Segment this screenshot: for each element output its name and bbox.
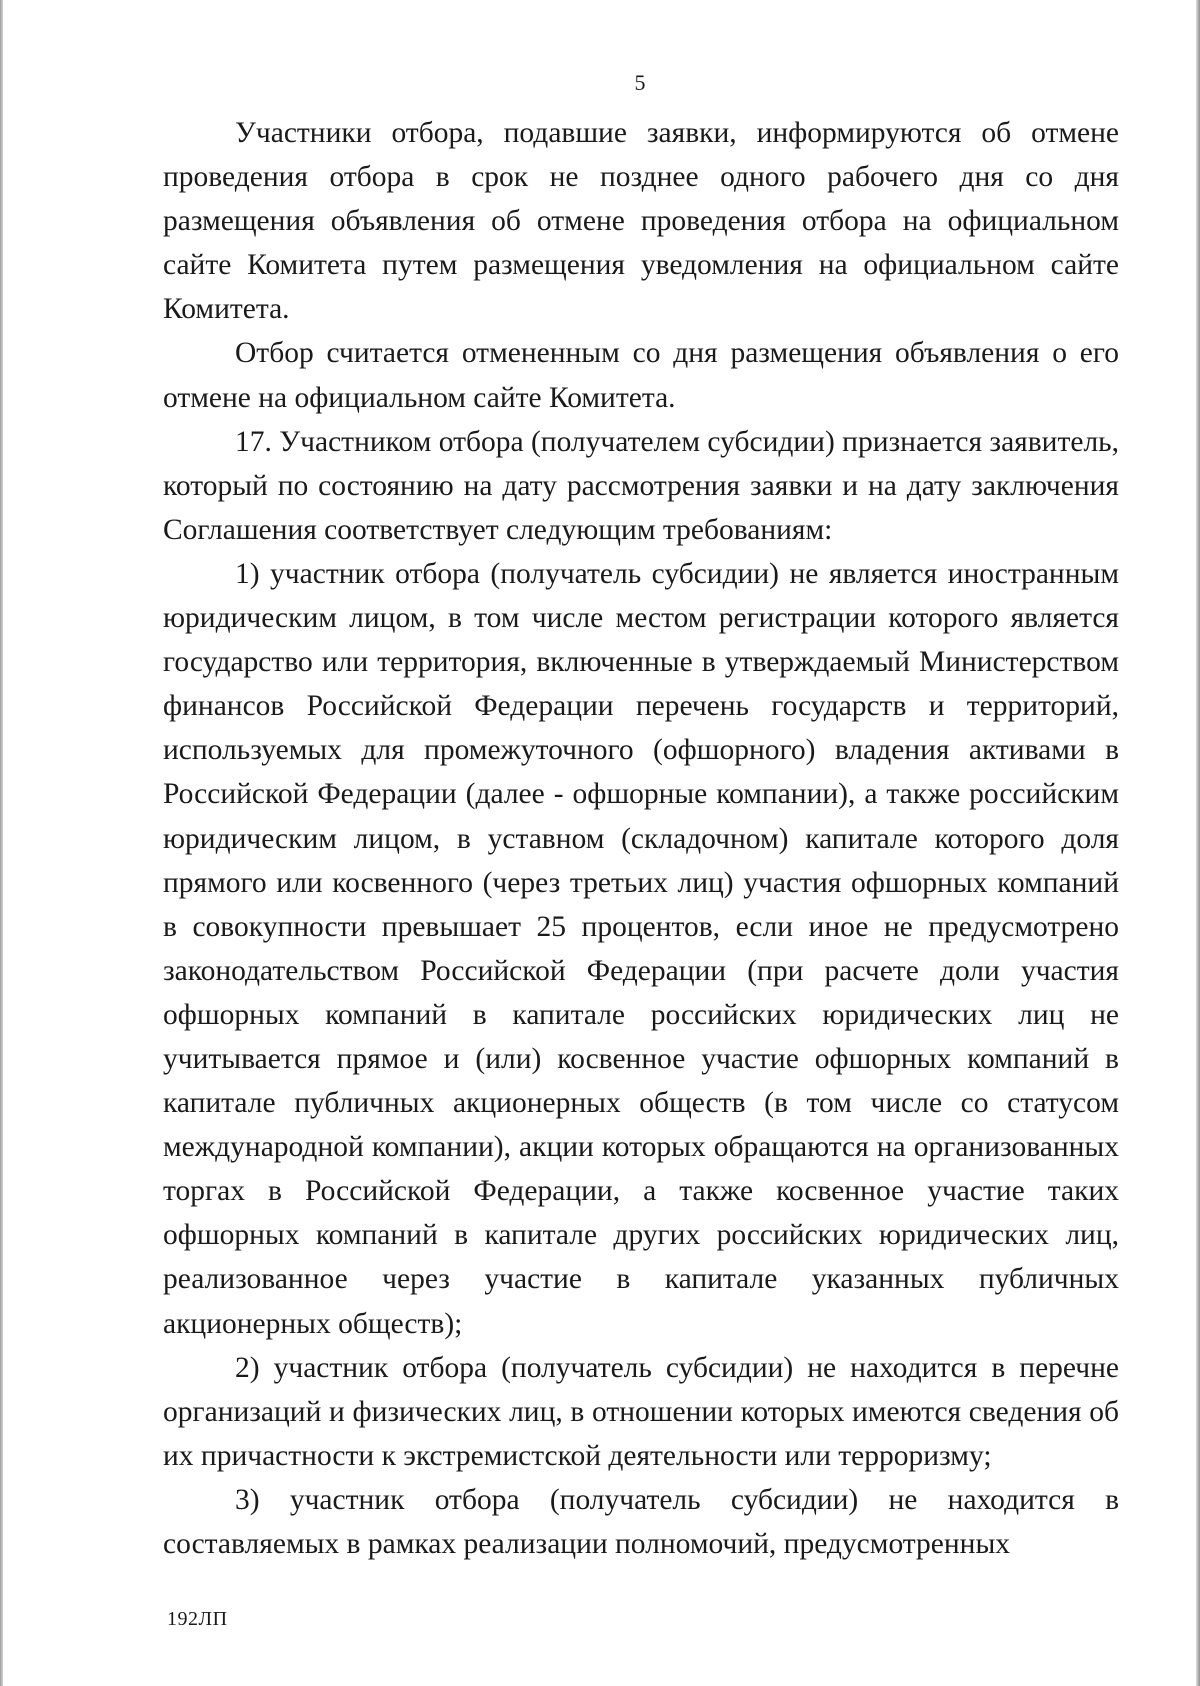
paragraph-requirement-3: 3) участник отбора (получатель субсидии) не находится в составляемых в рамках реализации полномочий, предусмотренных [163, 1483, 1119, 1560]
scan-edge-right [1196, 0, 1200, 1686]
paragraph-cancellation-effective: Отбор считается отмененным со дня размещения объявления о его отмене на официальном сайте Комитета. [163, 337, 1119, 414]
document-code: 192ЛП [167, 1608, 228, 1630]
page-number: 5 [634, 70, 646, 95]
paragraph-cancellation-notice: Участники отбора, подавшие заявки, информируются об отмене проведения отбора в срок не позднее одного рабочего дня со дня размещения объявления об отмене проведения отбора на официальном сайте Комитета путем размещения уведомления на официальном сайте Комитета. [163, 117, 1119, 326]
document-body [163, 111, 1119, 1566]
paragraph-requirement-1: 1) участник отбора (получатель субсидии) не является иностранным юридическим лицом, в том числе местом регистрации которого является государство или территория, включенные в утверждаемый Министерством финансов Российской Федерации перечень государств и территорий, используемых для промежуточного (офшорного) владения активами в Российской Федерации (далее - офшорные компании), а также российским юридическим лицом, в уставном (складочном) капитале которого доля прямого или косвенного (через третьих лиц) участия офшорных компаний в совокупности превышает 25 процентов, если иное не предусмотрено законодательством Российской Федерации (при расчете доли участия офшорных компаний в капитале российских юридических лиц не учитывается прямое и (или) косвенное участие офшорных компаний в капитале публичных акционерных обществ (в том числе со статусом международной компании), акции которых обращаются на организованных торгах в Российской Федерации, а также косвенное участие таких офшорных компаний в капитале других российских юридических лиц, реализованное через участие в капитале указанных публичных акционерных обществ); [163, 557, 1119, 1340]
scan-edge-left [0, 0, 3, 1686]
paragraph-requirement-2: 2) участник отбора (получатель субсидии) не находится в перечне организаций и физических лиц, в отношении которых имеются сведения об их причастности к экстремистской деятельности или терроризму; [163, 1351, 1119, 1472]
paragraph-item-17: 17. Участником отбора (получателем субсидии) признается заявитель, который по состоянию на дату рассмотрения заявки и на дату заключения Соглашения соответствует следующим требованиям: [163, 425, 1119, 546]
